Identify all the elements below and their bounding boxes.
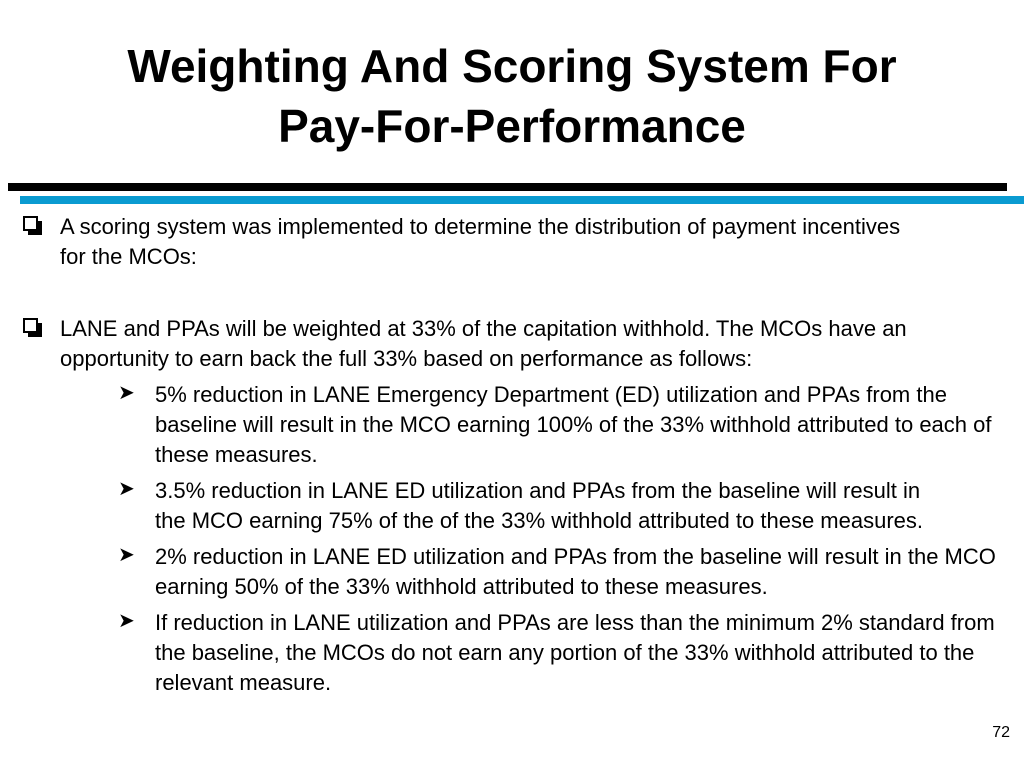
sub-bullet-item <box>118 476 1018 536</box>
bullet-item <box>23 212 983 272</box>
bullet-item <box>23 314 983 374</box>
arrowhead-bullet-icon: ➤ <box>118 610 135 632</box>
sub-bullet-text: If reduction in LANE utilization and PPAs are less than the minimum 2% standard from the baseline, the MCOs do not earn any portion of the 33% withhold attributed to the relevant measure. <box>155 610 995 695</box>
sub-bullet-item <box>118 608 1018 698</box>
arrowhead-bullet-icon: ➤ <box>118 382 135 404</box>
sub-bullet-item <box>118 380 1018 470</box>
hollow-square-bullet-icon <box>23 216 38 231</box>
sub-bullet-list <box>118 380 1018 704</box>
title-divider-blue <box>20 196 1024 204</box>
slide-title-line-1: Weighting And Scoring System For <box>127 40 897 92</box>
arrowhead-bullet-icon: ➤ <box>118 544 135 566</box>
sub-bullet-text: 5% reduction in LANE Emergency Department (ED) utilization and PPAs from the baseline will result in the MCO earning 100% of the 33% withhold attributed to each of these measures. <box>155 382 992 467</box>
sub-bullet-text: 3.5% reduction in LANE ED utilization and PPAs from the baseline will result in the MCO earning 75% of the of the 33% withhold attributed to these measures. <box>155 478 924 533</box>
title-divider-black <box>8 183 1007 191</box>
bullet-text: A scoring system was implemented to determine the distribution of payment incentives for the MCOs: <box>60 214 901 269</box>
slide-title <box>0 36 1024 156</box>
arrowhead-bullet-icon: ➤ <box>118 478 135 500</box>
page-number: 72 <box>992 724 1010 741</box>
bullet-text: LANE and PPAs will be weighted at 33% of the capitation withhold. The MCOs have an opportunity to earn back the full 33% based on performance as follows: <box>60 316 907 371</box>
sub-bullet-item <box>118 542 1018 602</box>
hollow-square-bullet-icon <box>23 318 38 333</box>
sub-bullet-text: 2% reduction in LANE ED utilization and PPAs from the baseline will result in the MCO earning 50% of the 33% withhold attributed to these measures. <box>155 544 996 599</box>
slide-title-line-2: Pay-For-Performance <box>278 100 746 152</box>
